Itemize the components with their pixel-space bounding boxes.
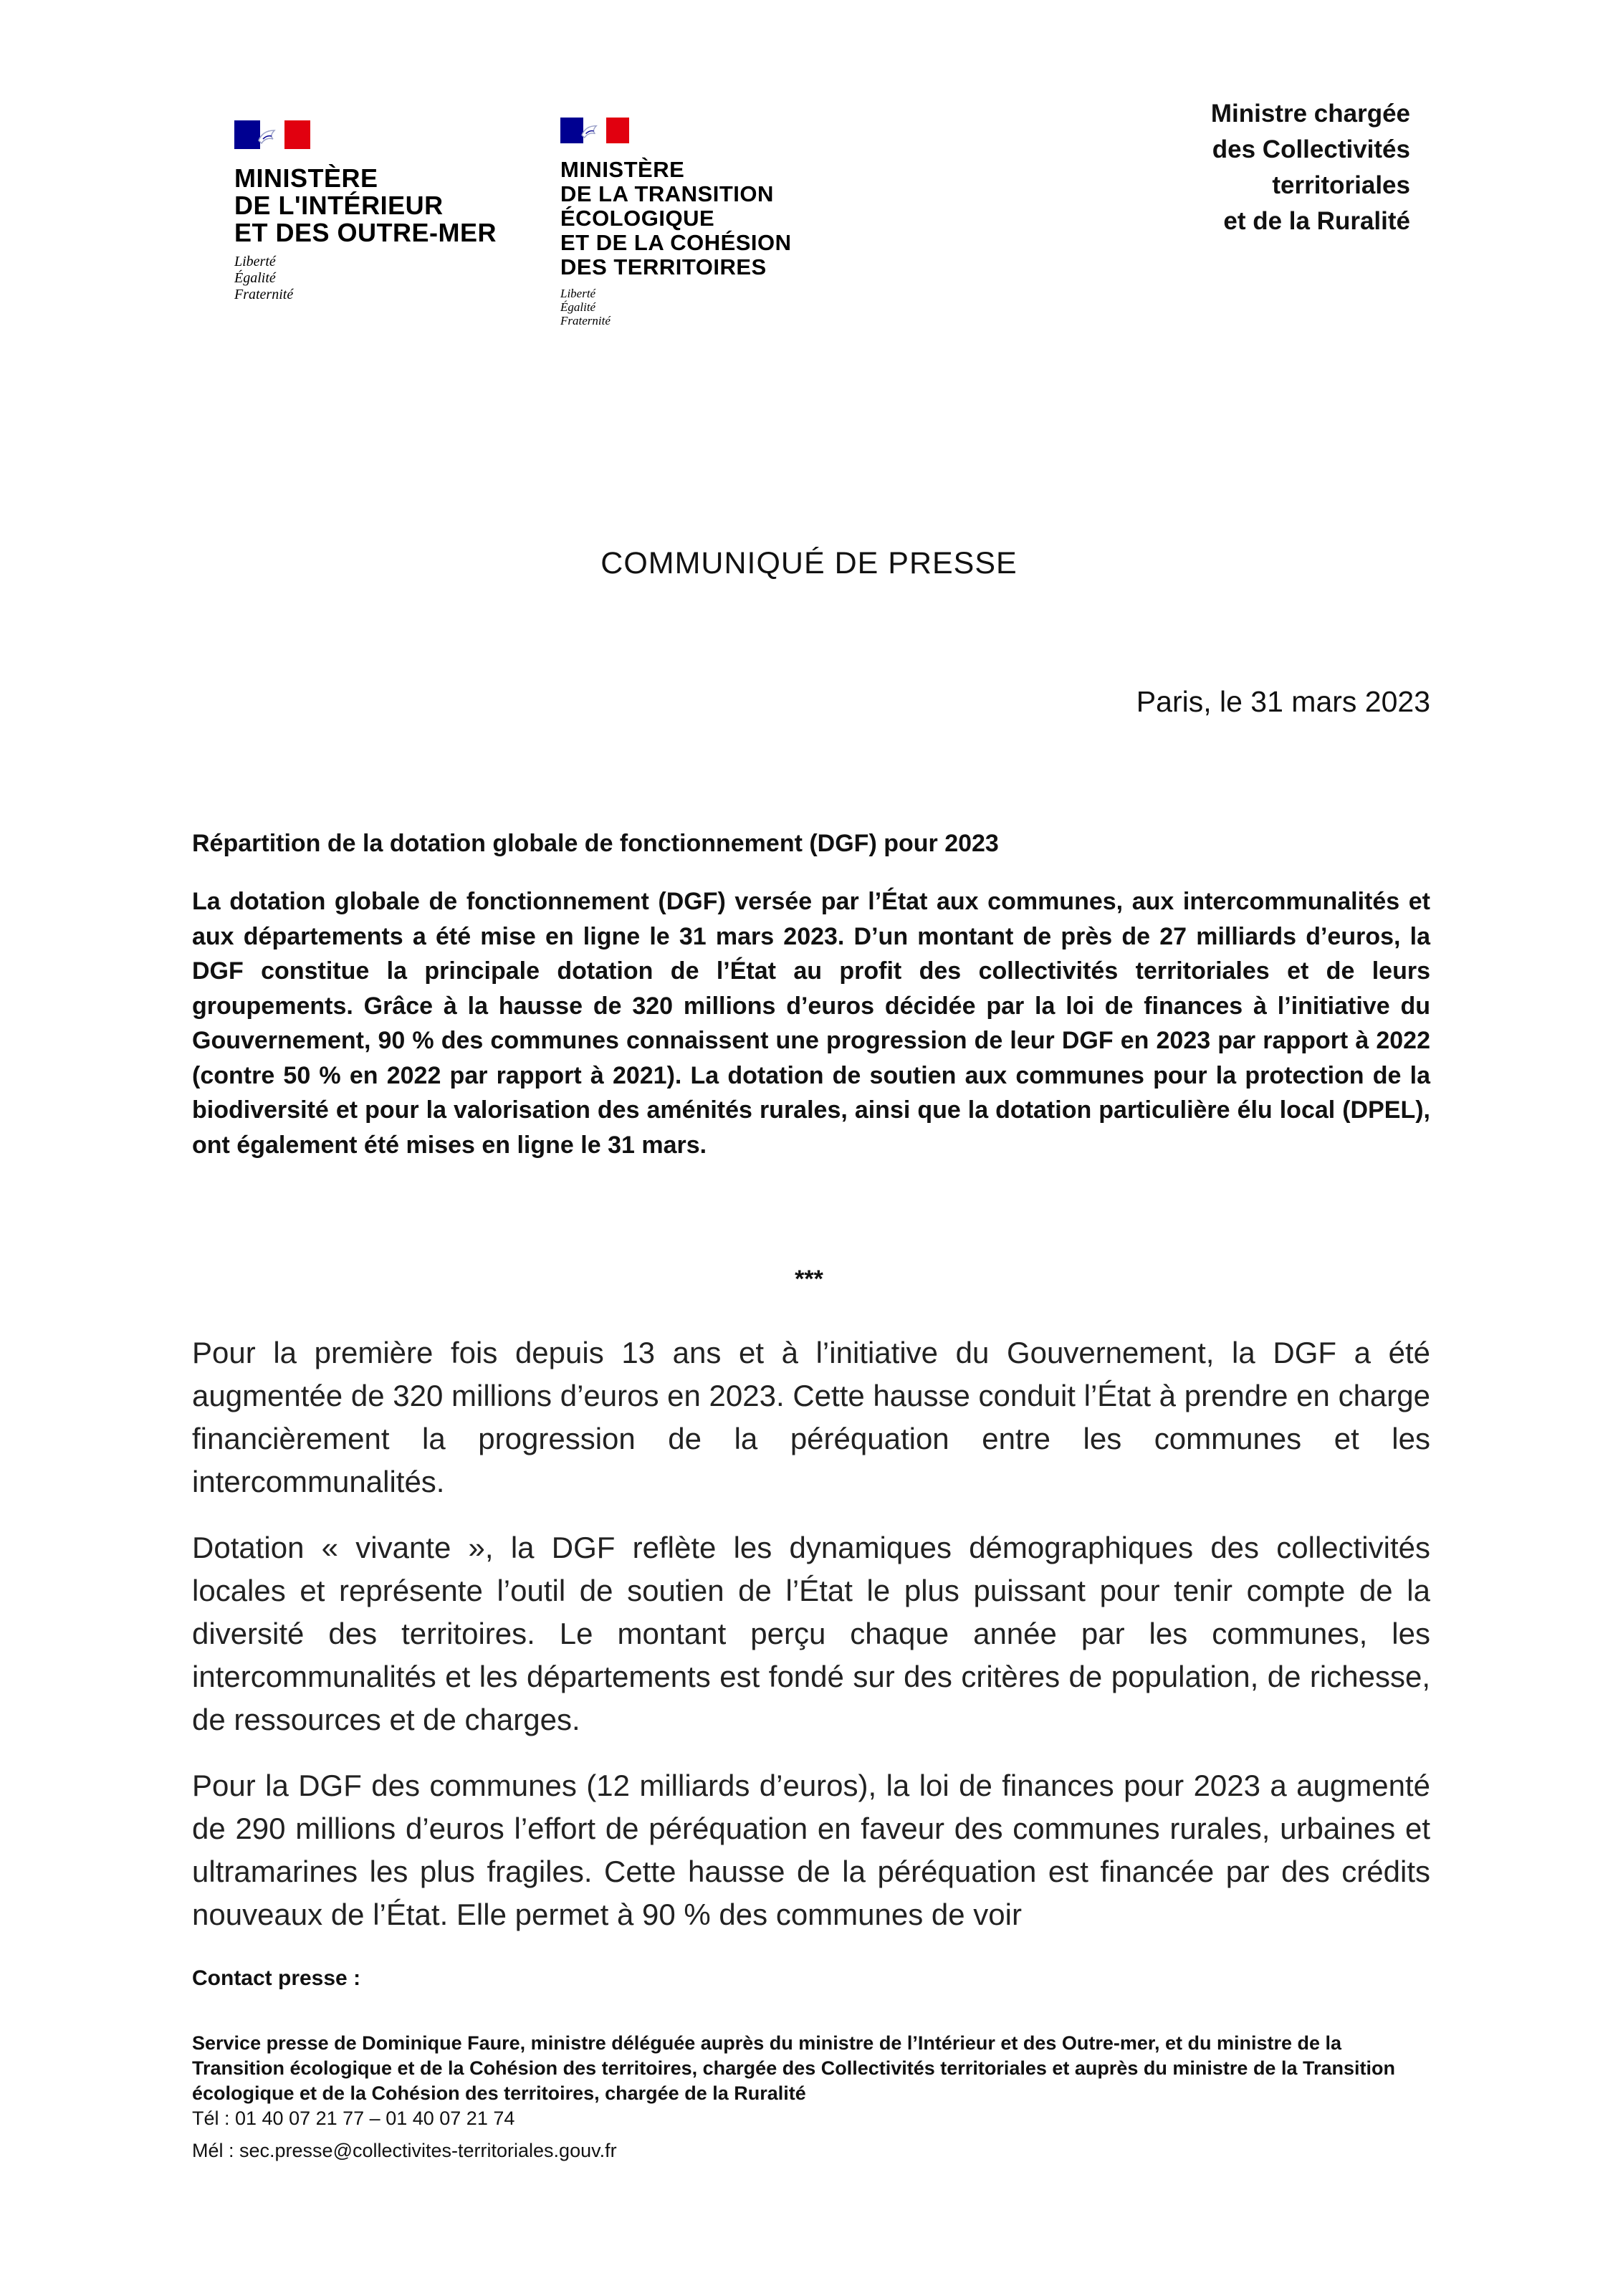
republic-motto: Liberté Égalité Fraternité [234,254,294,302]
contact-block [192,2031,1432,2163]
document-type: COMMUNIQUÉ DE PRESSE [600,546,1018,580]
body-paragraph: Pour la première fois depuis 13 ans et à l’initiative du Gouvernement, la DGF a été augmentée de 320 millions d’euros en 2023. Cette hausse conduit l’État à prendre en charge financièrement la progression de la péréquation entre les communes et les intercommunalités. [192,1336,1430,1498]
lead-paragraph: La dotation globale de fonctionnement (DGF) versée par l’État aux communes, aux intercommunalités et aux départements a été mise en ligne le 31 mars 2023. D’un montant de près de 27 milliards d’euros, la DGF constitue la principale dotation de l’État au profit des collectivités territoriales et de leurs groupements. Grâce à la hausse de 320 millions d’euros décidée par la loi de finances à l’initiative du Gouvernement, 90 % des communes connaissent une progression de leur DGF en 2023 par rapport à 2022 (contre 50 % en 2022 par rapport à 2021). La dotation de soutien aux communes pour la protection de la biodiversité et pour la valorisation des aménités rurales, ainsi que la dotation particulière élu local (DPEL), ont également été mises en ligne le 31 mars. [192,888,1430,1159]
body-text [192,1331,1430,1959]
marianne-icon [256,126,280,145]
ministry-name: MINISTÈRE DE LA TRANSITION ÉCOLOGIQUE ET DE LA COHÉSION DES TERRITOIRES [560,157,792,279]
section-separator: *** [795,1266,823,1293]
marianne-icon [579,122,602,139]
body-paragraph: Pour la DGF des communes (12 milliards d’euros), la loi de finances pour 2023 a augmenté de 290 millions d’euros l’effort de péréquation en faveur des communes rurales, urbaines et ultramarines les plus fragiles. Cette hausse de la péréquation est financée par des crédits nouveaux de l’État. Elle permet à 90 % des communes de voir [192,1769,1430,1931]
ministry-interior-logo [234,120,497,303]
contact-email[interactable]: Mél : sec.presse@collectivites-territoriales.gouv.fr [192,2140,617,2161]
press-service: Service presse de Dominique Faure, ministre déléguée auprès du ministre de l’Intérieur et des Outre-mer, et du ministre de la Transition écologique et de la Cohésion des territoires, chargée des Collectivités territoriales et auprès du ministre de la Transition écologique et de la Cohésion des territoires, chargée de la Ruralité [192,2032,1395,2104]
french-flag-icon [560,118,629,143]
french-flag-icon [234,120,310,149]
document-date: Paris, le 31 mars 2023 [1136,685,1430,718]
ministry-name: MINISTÈRE DE L'INTÉRIEUR ET DES OUTRE-MER [234,163,497,247]
contact-title: Contact presse : [192,1966,361,1990]
minister-title: Ministre chargée des Collectivités territoriales et de la Ruralité [1210,100,1410,235]
press-release-title: Répartition de la dotation globale de fonctionnement (DGF) pour 2023 [192,830,999,857]
ministry-ecology-logo [560,118,792,327]
contact-phone: Tél : 01 40 07 21 77 – 01 40 07 21 74 [192,2108,515,2129]
republic-motto: Liberté Égalité Fraternité [560,287,611,327]
body-paragraph: Dotation « vivante », la DGF reflète les dynamiques démographiques des collectivités locales et représente l’outil de soutien de l’État le plus puissant pour tenir compte de la diversité des territoires. Le montant perçu chaque année par les communes, les intercommunalités et les départements est fondé sur des critères de population, de richesse, de ressources et de charges. [192,1531,1430,1736]
